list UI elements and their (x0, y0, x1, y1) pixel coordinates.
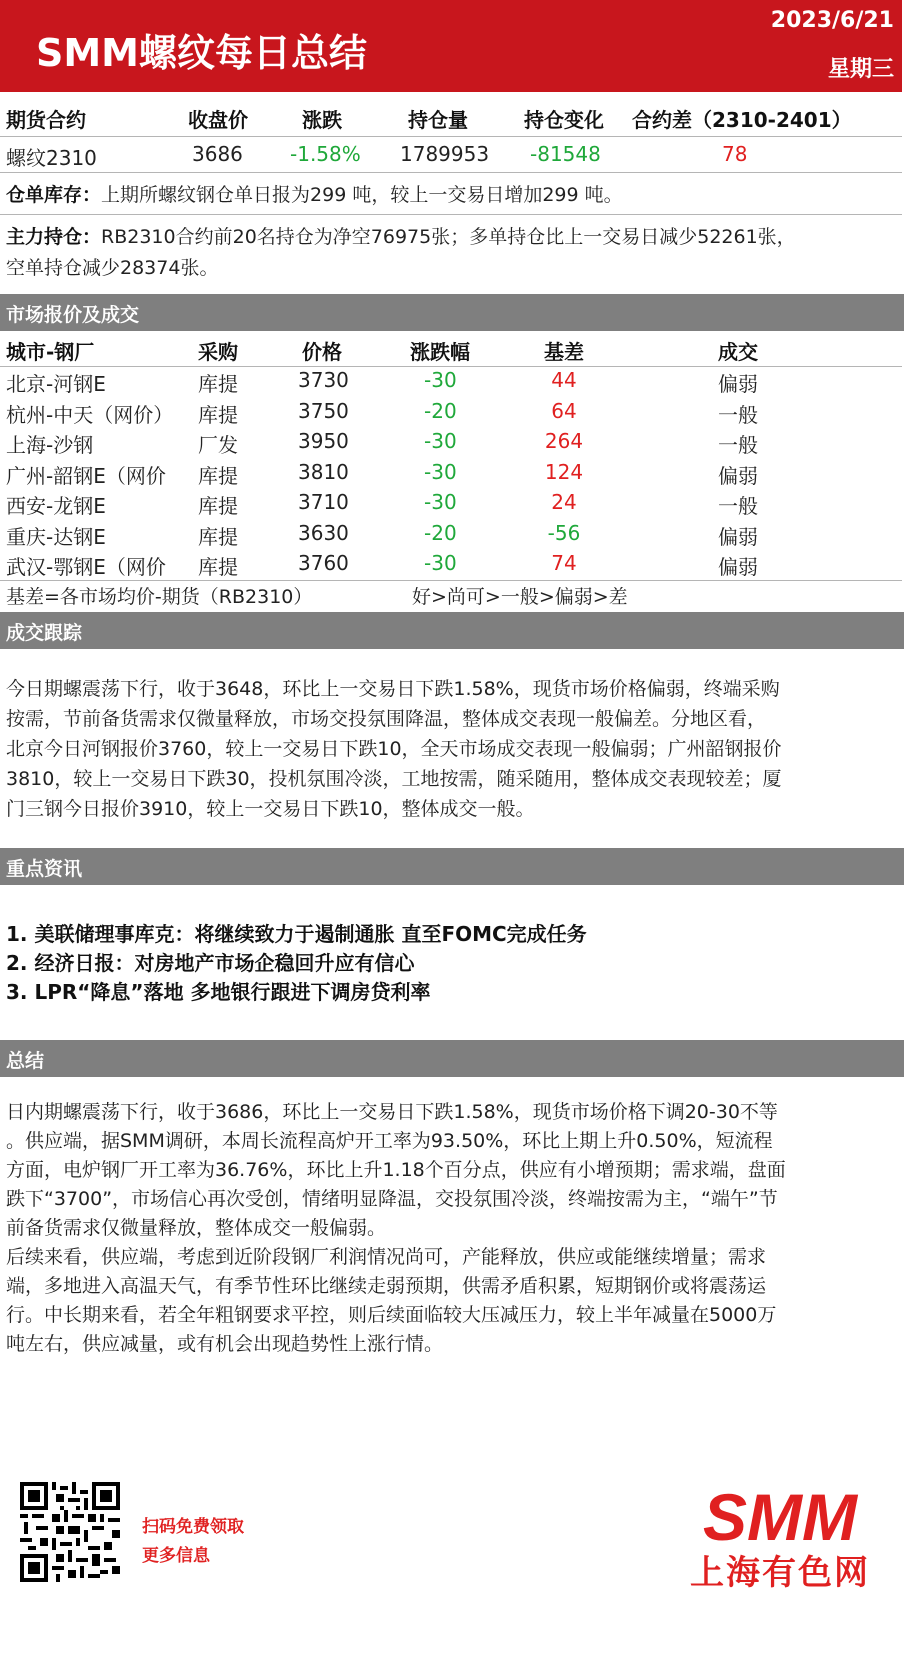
market-cell-city: 广州-韶钢E（网价 (6, 463, 166, 488)
warehouse-text: 上期所螺纹钢仓单日报为299 吨，较上一交易日增加299 吨。 (101, 184, 623, 206)
market-cell-purchase: 库提 (198, 555, 238, 579)
market-cell-purchase: 库提 (198, 494, 238, 518)
warehouse-label: 仓单库存： (6, 184, 102, 206)
contract-name: 螺纹2310 (6, 146, 97, 170)
market-cell-deal: 偏弱 (718, 555, 758, 579)
summary-line: 。供应端，据SMM调研，本周长流程高炉开工率为93.50%，环比上期上升0.50%，短流程 (6, 1130, 773, 1152)
market-cell-deal: 偏弱 (718, 524, 758, 549)
tracking-text (6, 674, 896, 824)
news-item: 3. LPR“降息”落地 多地银行跟进下调房贷利率 (6, 980, 431, 1004)
market-section-title: 市场报价及成交 (6, 304, 140, 326)
smm-logo-icon (660, 1482, 900, 1592)
news-item: 1. 美联储理事库克：将继续致力于遏制通胀 直至FOMC完成任务 (6, 922, 587, 946)
summary-section-title: 总结 (6, 1050, 45, 1072)
market-cell-price: 3950 (298, 429, 349, 453)
news-item: 2. 经济日报：对房地产市场企稳回升应有信心 (6, 951, 415, 975)
market-cell-purchase: 厂发 (198, 433, 238, 457)
header-divider (0, 136, 902, 137)
summary-line: 日内期螺震荡下行，收于3686，环比上一交易日下跌1.58%，现货市场价格下调20-30不等 (6, 1101, 778, 1123)
market-bottom-divider (0, 580, 902, 581)
market-cell-basis: 44 (551, 368, 577, 392)
market-cell-purchase: 库提 (198, 463, 238, 488)
market-cell-basis: 24 (551, 490, 577, 514)
col-open-interest: 持仓量 (408, 108, 468, 132)
summary-line: 方面，电炉钢厂开工率为36.76%，环比上升1.18个百分点，供应有小增预期；需求端，盘面 (6, 1159, 786, 1181)
market-cell-change: -30 (424, 368, 457, 392)
market-cell-change: -30 (424, 459, 457, 484)
market-cell-deal: 一般 (718, 433, 758, 457)
col-contract: 期货合约 (6, 108, 86, 132)
summary-line: 后续来看，供应端，考虑到近阶段钢厂利润情况尚可，产能释放，供应或能继续增量；需求 (6, 1246, 767, 1268)
market-cell-price: 3760 (298, 551, 349, 575)
main-position-label: 主力持仓： (6, 226, 102, 248)
report-weekday: 星期三 (827, 57, 894, 82)
col-price: 价格 (302, 340, 342, 364)
market-cell-purchase: 库提 (198, 402, 238, 427)
market-cell-city: 西安-龙钢E (6, 494, 106, 518)
market-cell-deal: 偏弱 (718, 372, 758, 396)
market-cell-deal: 偏弱 (718, 463, 758, 488)
col-spread: 合约差（2310-2401） (632, 108, 852, 132)
market-cell-city: 北京-河钢E (6, 372, 106, 396)
row-divider (0, 172, 902, 173)
close-price: 3686 (192, 142, 243, 166)
market-header-divider (0, 366, 902, 367)
summary-line: 端，多地进入高温天气，有季节性环比继续走弱预期，供需矛盾积累，短期钢价或将震荡运 (6, 1275, 767, 1297)
news-section-title: 重点资讯 (6, 858, 83, 880)
tracking-line: 按需，节前备货需求仅微量释放，市场交投氛围降温，整体成交表现一般偏差。分地区看， (6, 708, 767, 730)
tracking-section-title: 成交跟踪 (6, 622, 83, 644)
news-section-bar (0, 848, 904, 885)
summary-line: 吨左右，供应减量，或有机会出现趋势性上涨行情。 (6, 1333, 444, 1355)
warehouse-paragraph (6, 180, 896, 211)
market-cell-basis: -56 (547, 520, 581, 545)
col-deal: 成交 (718, 340, 758, 364)
market-cell-purchase: 库提 (198, 524, 238, 549)
report-header (0, 0, 902, 92)
market-cell-city: 重庆-达钢E (6, 524, 106, 549)
tracking-line: 今日期螺震荡下行，收于3648，环比上一交易日下跌1.58%，现货市场价格偏弱，终端采购 (6, 678, 780, 700)
qr-code-icon[interactable] (20, 1482, 120, 1582)
warehouse-divider (0, 214, 902, 215)
logo-text: SMM (703, 1482, 857, 1554)
tracking-section-bar (0, 612, 904, 649)
market-cell-price: 3810 (298, 459, 349, 484)
summary-section-bar (0, 1040, 904, 1077)
market-cell-deal: 一般 (718, 494, 758, 518)
scan-prompt-line2: 更多信息 (142, 1546, 210, 1566)
col-purchase: 采购 (198, 340, 238, 364)
col-basis: 基差 (544, 340, 584, 364)
market-cell-city: 上海-沙钢 (6, 433, 94, 457)
market-cell-deal: 一般 (718, 402, 758, 427)
market-cell-city: 杭州-中天（网价） (6, 402, 174, 427)
tracking-line: 北京今日河钢报价3760，较上一交易日下跌10，全天市场成交表现一般偏弱；广州韶钢报价 (6, 738, 782, 760)
market-cell-price: 3710 (298, 490, 349, 514)
report-title: SMM螺纹每日总结 (36, 31, 367, 75)
market-cell-basis: 74 (551, 551, 577, 575)
market-cell-price: 3730 (298, 368, 349, 392)
main-position-paragraph (6, 222, 896, 284)
market-cell-city: 武汉-鄂钢E（网价 (6, 555, 166, 579)
price-change: -1.58% (290, 142, 361, 166)
contract-spread: 78 (722, 142, 748, 166)
oi-change: -81548 (530, 142, 601, 166)
market-cell-basis: 264 (544, 429, 584, 453)
summary-line: 前备货需求仅微量释放，整体成交一般偏弱。 (6, 1217, 387, 1239)
market-cell-price: 3750 (298, 398, 349, 423)
col-range: 涨跌幅 (410, 340, 470, 364)
col-oi-change: 持仓变化 (524, 108, 604, 132)
deal-scale-note: 好>尚可>一般>偏弱>差 (412, 586, 628, 608)
futures-header-row (0, 104, 902, 134)
market-cell-change: -20 (424, 520, 457, 545)
main-position-line2: 空单持仓减少28374张。 (6, 257, 219, 279)
logo-subtext: 上海有色网 (690, 1553, 870, 1592)
market-cell-purchase: 库提 (198, 372, 238, 396)
col-city: 城市-钢厂 (6, 340, 95, 364)
col-change: 涨跌 (302, 108, 342, 132)
futures-table (0, 104, 902, 172)
futures-data-row (0, 142, 902, 172)
scan-prompt-line1: 扫码免费领取 (142, 1517, 244, 1537)
summary-line: 行。中长期来看，若全年粗钢要求平控，则后续面临较大压减压力，较上半年减量在5000万 (6, 1304, 777, 1326)
summary-line: 跌下“3700”，市场信心再次受创，情绪明显降温，交投氛围冷淡，终端按需为主，“端午”节 (6, 1188, 778, 1210)
market-cell-change: -30 (424, 429, 457, 453)
summary-text (6, 1098, 896, 1359)
market-cell-change: -30 (424, 490, 457, 514)
market-cell-basis: 124 (544, 459, 584, 484)
tracking-line: 3810，较上一交易日下跌30，投机氛围冷淡，工地按需，随采随用，整体成交表现较差；厦 (6, 768, 782, 790)
report-date: 2023/6/21 (770, 8, 894, 33)
market-cell-price: 3630 (298, 520, 349, 545)
tracking-line: 门三钢今日报价3910，较上一交易日下跌10，整体成交一般。 (6, 798, 535, 820)
open-interest: 1789953 (400, 142, 490, 166)
main-position-line1: RB2310合约前20名持仓为净空76975张；多单持仓比上一交易日减少52261张， (101, 226, 796, 248)
market-cell-basis: 64 (551, 398, 577, 423)
market-cell-change: -30 (424, 551, 457, 575)
col-close: 收盘价 (188, 108, 248, 132)
market-section-bar (0, 294, 904, 331)
basis-note: 基差=各市场均价-期货（RB2310） (6, 586, 313, 608)
market-cell-change: -20 (424, 398, 457, 423)
